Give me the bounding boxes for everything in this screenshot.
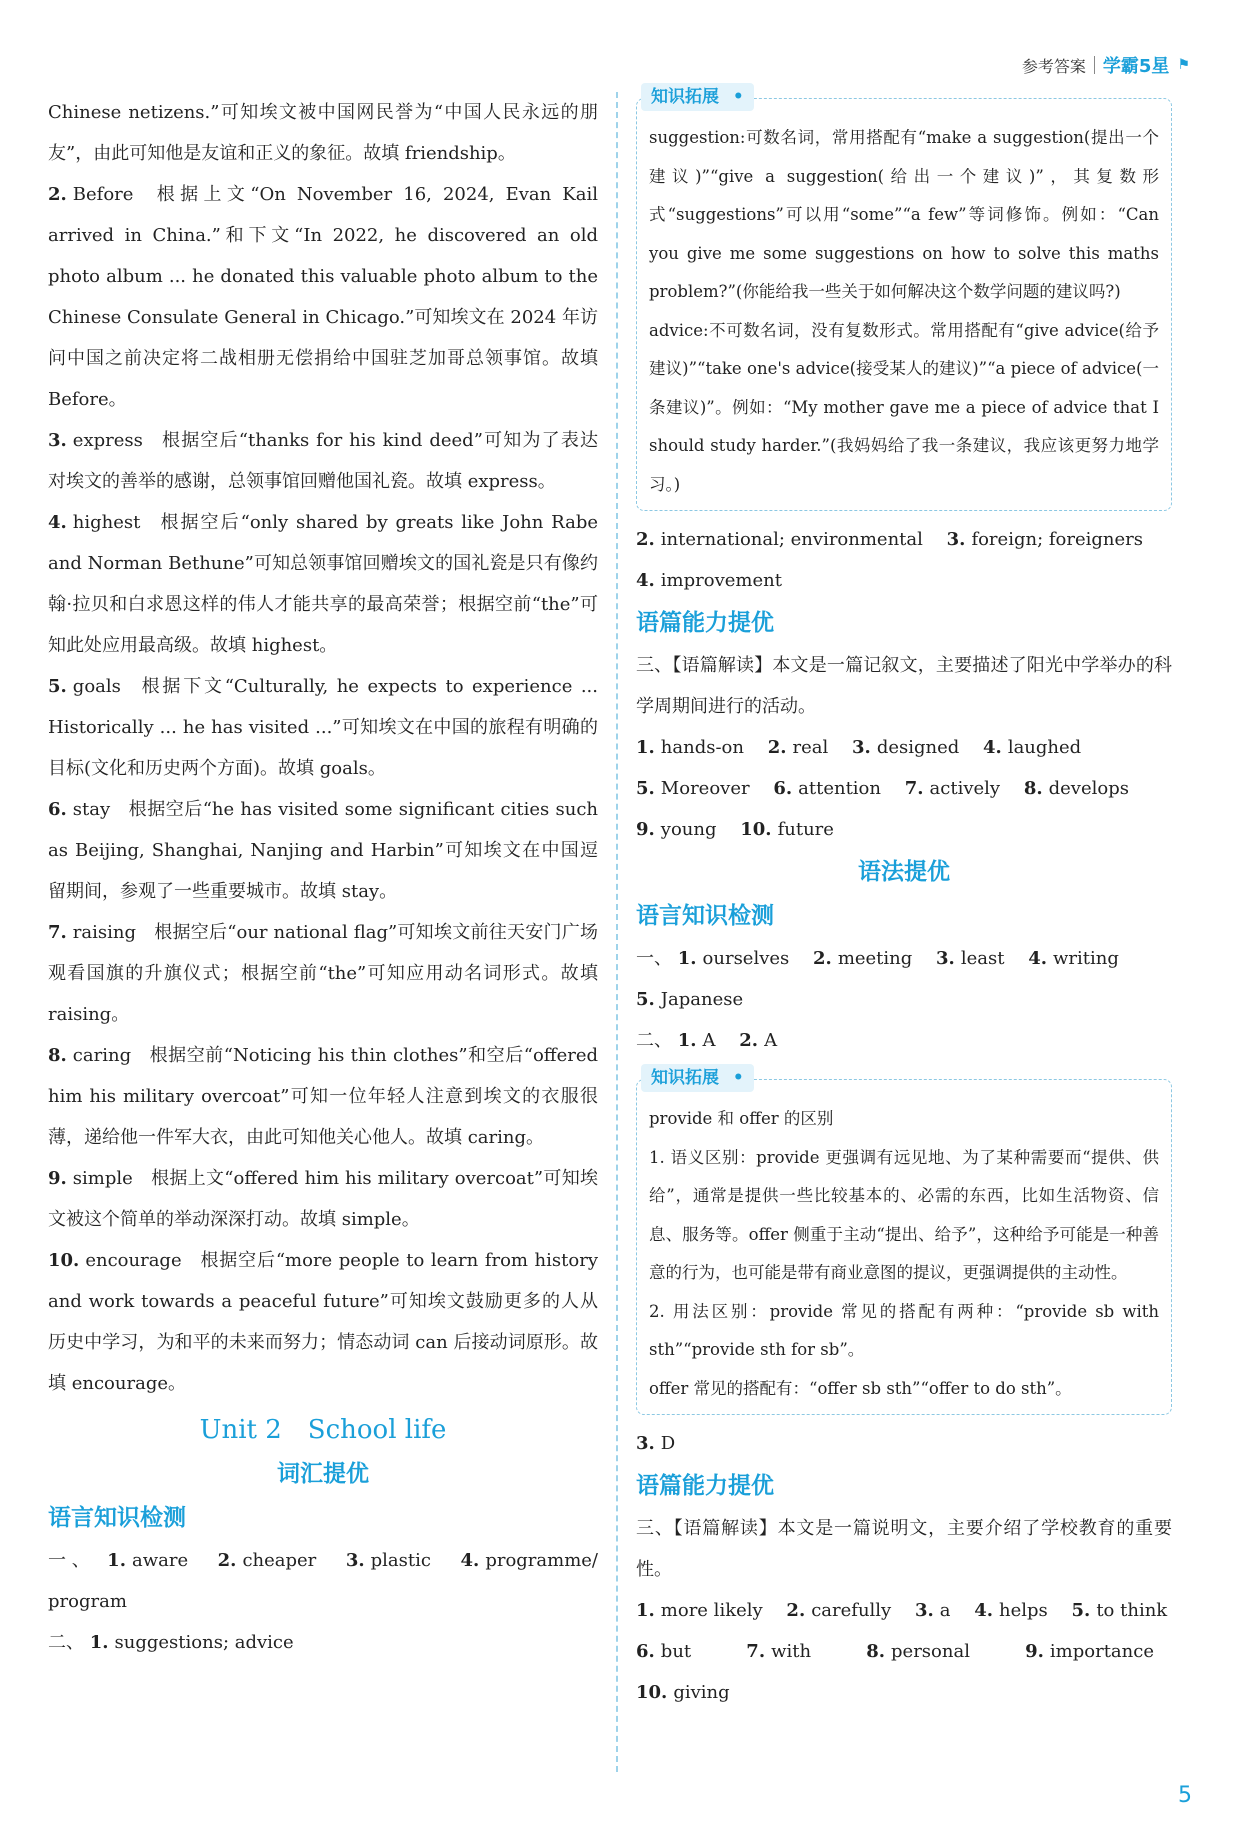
answer-item: 7. raising 根据空后“our national flag”可知埃文前往天安门广场观看国旗的升旗仪式；根据空前“the”可知应用动名词形式。故填 raising。 [48, 922, 598, 1025]
answer-line: 3. D [636, 1433, 676, 1454]
answer-item: 10. encourage 根据空后“more people to learn from history and work towards a peaceful future”可知埃文鼓励更多的人从历史中学习，为和平的未来而努力；情态动词 can 后接动词原形。故填 encourage。 [48, 1250, 598, 1394]
knowledge-line: suggestion:可数名词，常用搭配有“make a suggestion(提出一个建议)”“give a suggestion(给出一个建议)”，其复数形式“suggestions”可以用“some”“a few”等词修饰。例如：“Can you give me some suggestions on how to solve this maths problem?”(你能给我一些关于如何解决这个数学问题的建议吗?) [649, 128, 1159, 301]
knowledge-box-suggestion [636, 87, 1172, 511]
header-divider [1094, 56, 1095, 74]
answer-item: 5. goals 根据下文“Culturally, he expects to experience ... Historically ... he has visited ...”可知埃文在中国的旅程有明确的目标(文化和历史两个方面)。故填 goals。 [48, 676, 598, 779]
brand-flag-icon: ⚑ [1177, 57, 1190, 73]
left-column [48, 92, 598, 1663]
reading-heading: 语篇能力提优 [636, 1473, 774, 1499]
reading-answers-row: 6. but 7. with 8. personal 9. importance 10. giving [636, 1641, 1154, 1703]
grammar-part2-answers: 二、 1. A 2. A [636, 1030, 778, 1051]
column-divider [616, 92, 618, 1772]
reading-intro: 三、【语篇解读】本文是一篇说明文，主要介绍了学校教育的重要性。 [636, 1518, 1172, 1580]
reading-heading: 语篇能力提优 [636, 610, 774, 636]
reading-answers-row: 9. young 10. future [636, 819, 834, 840]
answer-line: 4. improvement [636, 570, 782, 591]
reading-answers-row: 1. more likely 2. carefully 3. a 4. helps 5. to think [636, 1600, 1168, 1621]
lang-check-heading: 语言知识检测 [48, 1505, 186, 1531]
answer-item: 6. stay 根据空后“he has visited some significant cities such as Beijing, Shanghai, Nanjing and Harbin”可知埃文在中国逗留期间，参观了一些重要城市。故填 stay。 [48, 799, 598, 902]
knowledge-line: 2. 用法区别：provide 常见的搭配有两种：“provide sb with sth”“provide sth for sb”。 [649, 1301, 1159, 1359]
answer-item: 8. caring 根据空前“Noticing his thin clothes”和空后“offered him his military overcoat”可知一位年轻人注意到埃文的衣服很薄，递给他一件军大衣，由此可知他关心他人。故填 caring。 [48, 1045, 598, 1148]
knowledge-box-provide-offer [636, 1068, 1172, 1415]
header-label: 参考答案 [1021, 56, 1086, 76]
lang-check-heading: 语言知识检测 [636, 903, 774, 929]
reading-intro: 三、【语篇解读】本文是一篇记叙文，主要描述了阳光中学举办的科学周期间进行的活动。 [636, 655, 1172, 717]
knowledge-line: offer 常见的搭配有：“offer sb sth”“offer to do sth”。 [649, 1378, 1072, 1398]
brand-logo: 学霸5星 [1102, 56, 1170, 77]
reading-answers-row: 5. Moreover 6. attention 7. actively 8. develops [636, 778, 1129, 799]
knowledge-line: provide 和 offer 的区别 [649, 1109, 834, 1128]
answer-item: 3. express 根据空后“thanks for his kind deed”可知为了表达对埃文的善举的感谢，总领事馆回赠他国礼瓷。故填 express。 [48, 430, 598, 492]
knowledge-box-title: 知识拓展 • [641, 83, 754, 111]
knowledge-line: 1. 语义区别：provide 更强调有远见地、为了某种需要而“提供、供给”，通常是提供一些比较基本的、必需的东西，比如生活物资、信息、服务等。offer 侧重于主动“提出、给予”，这种给予可能是一种善意的行为，也可能是带有商业意图的提议，更强调提供的主动性。 [649, 1147, 1159, 1282]
answer-item: 9. simple 根据上文“offered him his military overcoat”可知埃文被这个简单的举动深深打动。故填 simple。 [48, 1168, 598, 1230]
knowledge-box-title: 知识拓展 • [641, 1064, 754, 1092]
part2-answers: 二、 1. suggestions; advice [48, 1632, 294, 1653]
part1-answers: 一、 1. aware 2. cheaper 3. plastic 4. programme/ program [48, 1550, 598, 1612]
vocab-heading: 词汇提优 [277, 1461, 369, 1487]
answer-item: 4. highest 根据空后“only shared by greats like John Rabe and Norman Bethune”可知总领事馆回赠埃文的国礼瓷是只有像约翰·拉贝和白求恩这样的伟人才能共享的最高荣誉；根据空前“the”可知此处应用最高级。故填 highest。 [48, 512, 598, 656]
unit-title: Unit 2 School life [199, 1415, 447, 1445]
answer-item: 2. Before 根据上文“On November 16, 2024, Evan Kail arrived in China.”和下文“In 2022, he discovered an old photo album ... he donated this valuable photo album to the Chinese Consulate General in Chicago.”可知埃文在 2024 年访问中国之前决定将二战相册无偿捐给中国驻芝加哥总领事馆。故填 Before。 [48, 184, 598, 410]
grammar-part1-answers: 一、 1. ourselves 2. meeting 3. least 4. writing [636, 948, 1119, 969]
right-column [636, 87, 1172, 1713]
grammar-heading: 语法提优 [858, 859, 950, 885]
knowledge-line: advice:不可数名词，没有复数形式。常用搭配有“give advice(给予建议)”“take one's advice(接受某人的建议)”“a piece of advice(一条建议)”。例如：“My mother gave me a piece of advice that I should study harder.”(我妈妈给了我一条建议，我应该更努力地学习。) [649, 320, 1159, 494]
answer-line: 2. international; environmental 3. foreign; foreigners [636, 529, 1143, 550]
intro-paragraph: Chinese netizens.”可知埃文被中国网民誉为“中国人民永远的朋友”，由此可知他是友谊和正义的象征。故填 friendship。 [48, 102, 598, 164]
reading-answers-row: 1. hands-on 2. real 3. designed 4. laughed [636, 737, 1082, 758]
grammar-part1-answers-cont: 5. Japanese [636, 989, 744, 1010]
page-header [1022, 52, 1190, 78]
page-number: 5 [1178, 1783, 1192, 1808]
